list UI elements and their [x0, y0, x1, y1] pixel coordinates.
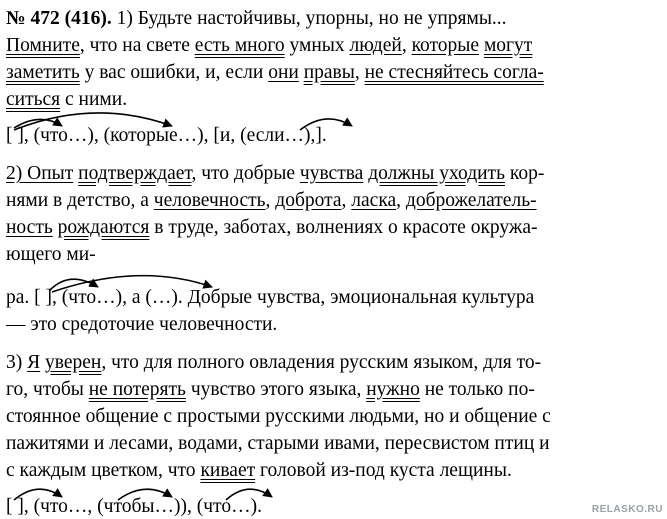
text: , — [396, 190, 406, 211]
s3-line-3: стоянное общение с простыми русскими людьми, но и общение с — [6, 406, 551, 427]
predicate: ситься — [6, 89, 61, 110]
predicate: подтверждает — [78, 163, 192, 184]
subject: которые — [411, 35, 480, 56]
text: , — [401, 35, 412, 56]
predicate: рождаются — [57, 217, 150, 238]
s2-line-4: ющего ми- — [6, 244, 96, 265]
text: кор- — [504, 163, 545, 184]
s2-line-1 — [6, 163, 544, 185]
s3-line-1 — [6, 352, 541, 374]
predicate: заметить — [6, 62, 80, 83]
text: , — [354, 62, 365, 83]
s3-line-2 — [6, 379, 535, 401]
text: 3) — [6, 352, 28, 373]
text: умных — [284, 35, 350, 56]
s1-scheme: [ ], (что…), (которые…), [и, (если…),]. — [6, 125, 327, 146]
s1-line-3 — [6, 62, 544, 84]
text: , что для полного овладения русским языком, для то- — [101, 352, 542, 373]
subject: доброта — [275, 190, 342, 211]
s3-line-4: пажитями и лесами, водами, старыми ивами, пересвистом птиц и — [6, 433, 550, 454]
predicate: не стесняйтесь согла- — [364, 62, 544, 83]
text: чувство этого языка, — [185, 379, 367, 400]
text: с каждым цветком, что — [6, 460, 201, 481]
predicate: уверен — [45, 352, 102, 373]
s2-line-3 — [6, 217, 538, 239]
s1-line-2 — [6, 35, 532, 57]
text: 2) — [6, 163, 23, 184]
predicate: могут — [483, 35, 533, 56]
predicate: правы — [303, 62, 355, 83]
exercise-alt-number: (416). — [64, 8, 112, 29]
sentence-1-start: 1) Будьте настойчивы, упорны, но не упрямы... — [116, 8, 507, 29]
s2-line-6: — это средоточие человечности. — [6, 314, 278, 335]
text: , что на свете — [79, 35, 195, 56]
text: нями в детство, а — [6, 190, 154, 211]
text: в труде, заботах, волнениях о красоте окружа- — [149, 217, 538, 238]
predicate: нужно — [366, 379, 420, 400]
s1-line-4 — [6, 89, 127, 111]
predicate: должны уходить — [368, 163, 505, 184]
exercise-number: № 472 — [6, 8, 60, 29]
subject: ность — [6, 217, 53, 238]
text: , что добрые — [191, 163, 300, 184]
text: , — [265, 190, 276, 211]
predicate: есть много — [194, 35, 285, 56]
s2-line-5: ра. [ ], (что…), а (…). Добрые чувства, эмоциональная культура — [6, 287, 535, 308]
text: го, чтобы — [6, 379, 89, 400]
predicate: Помните — [6, 35, 80, 56]
subject: они — [268, 62, 299, 83]
subject: человечность — [153, 190, 266, 211]
subject: ласка — [351, 190, 397, 211]
text: у вас ошибки, и, если — [79, 62, 269, 83]
ex-header-line — [6, 8, 507, 30]
text: не только по- — [419, 379, 535, 400]
text: , — [341, 190, 352, 211]
subject: Я — [27, 352, 41, 373]
predicate: не потерять — [88, 379, 186, 400]
s3-scheme: [ ], (что…, (чтобы…)), (что…). — [6, 496, 262, 517]
site-watermark: RELASKO.RU — [591, 504, 663, 515]
subject: людей — [349, 35, 402, 56]
subject: Опыт — [22, 163, 74, 184]
predicate: кивает — [200, 460, 256, 481]
text: с ними. — [60, 89, 128, 110]
text: головой из-под куста лещины. — [255, 460, 512, 481]
s3-line-5 — [6, 460, 512, 482]
s2-line-2 — [6, 190, 537, 212]
subject: доброжелатель- — [405, 190, 537, 211]
subject: чувства — [299, 163, 364, 184]
